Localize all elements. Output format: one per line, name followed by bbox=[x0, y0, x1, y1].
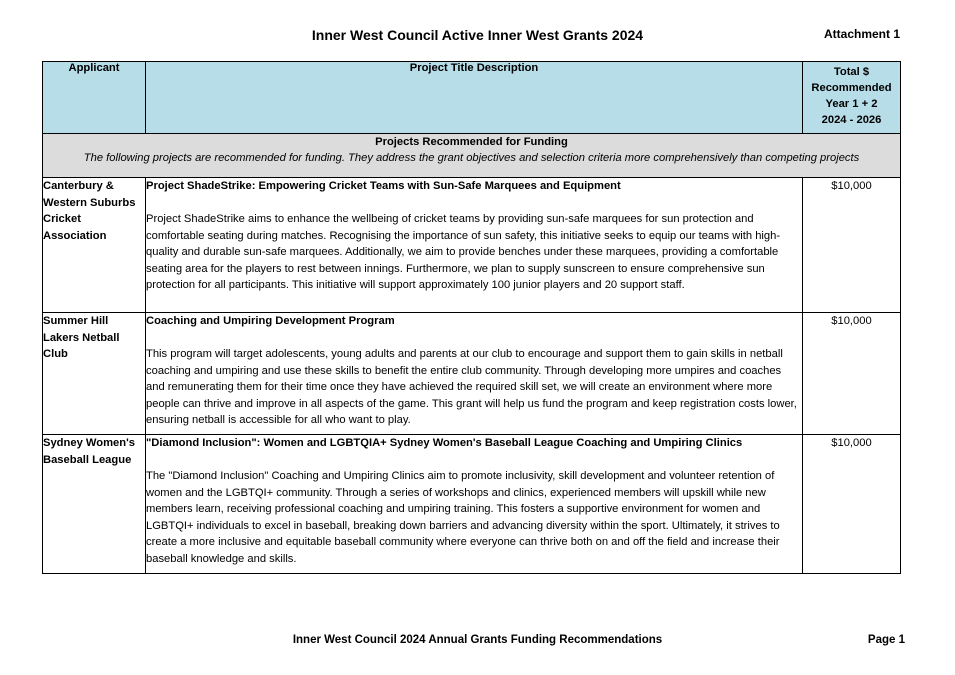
section-title: Projects Recommended for Funding bbox=[375, 136, 568, 148]
table-header-row bbox=[43, 62, 901, 134]
project-cell bbox=[146, 435, 803, 574]
project-description: Project ShadeStrike aims to enhance the wellbeing of cricket teams by providing sun-safe marquees for sun protection and comfortable seating during matches. Recognising the importance of sun safety, this initiative seeks to equip our teams with high-quality and durable sun-safe marquees. Additionally, we aim to provide benches under these marquees, providing a comfortable seating area for the players to rest between innings. Furthermore, we plan to supply sunscreen to ensure comprehensive sun protection for all participants. This initiative will support approximately 100 junior players and 20 support staff. bbox=[146, 213, 781, 291]
total-header-line: Recommended bbox=[811, 82, 892, 94]
table-row bbox=[43, 178, 901, 313]
project-title: "Diamond Inclusion": Women and LGBTQIA+ Sydney Women's Baseball League Coaching and Umpiring Clinics bbox=[146, 437, 743, 449]
grants-table bbox=[42, 61, 901, 574]
project-title: Coaching and Umpiring Development Program bbox=[146, 315, 395, 327]
section-cell bbox=[43, 134, 901, 178]
table-row bbox=[43, 313, 901, 435]
attachment-label: Attachment 1 bbox=[823, 27, 900, 41]
project-cell bbox=[146, 313, 803, 435]
applicant-cell: Summer Hill Lakers Netball Club bbox=[43, 313, 146, 435]
project-cell bbox=[146, 178, 803, 313]
document-title: Inner West Council Active Inner West Grants 2024 bbox=[311, 27, 644, 43]
footer-title: Inner West Council 2024 Annual Grants Funding Recommendations bbox=[292, 634, 663, 646]
project-description: This program will target adolescents, young adults and parents at our club to encourage and support them to gain skills in netball coaching and umpiring and use these skills to benefit the entire club community. Through developing more umpires and coaches and remunerating them for their time once they have achieved the required skill set, we will create an environment where more people can thrive and improve in all aspects of the game. This grant will help us fund the program and keep registration costs lower, ensuring netball is accessible for all who want to play. bbox=[146, 348, 797, 426]
description-column-header: Project Title Description bbox=[146, 62, 803, 134]
amount-cell: $10,000 bbox=[803, 435, 901, 574]
total-header-line: Year 1 + 2 bbox=[825, 98, 878, 110]
amount-cell: $10,000 bbox=[803, 178, 901, 313]
total-header-line: Total $ bbox=[833, 66, 870, 78]
applicant-column-header: Applicant bbox=[43, 62, 146, 134]
section-description: The following projects are recommended for funding. They address the grant objectives and selection criteria more comprehensively than competing projects bbox=[83, 152, 860, 164]
applicant-cell: Canterbury & Western Suburbs Cricket Association bbox=[43, 178, 146, 313]
total-header-line: 2024 - 2026 bbox=[821, 114, 882, 126]
applicant-cell: Sydney Women's Baseball League bbox=[43, 435, 146, 574]
project-title: Project ShadeStrike: Empowering Cricket Teams with Sun-Safe Marquees and Equipment bbox=[146, 180, 621, 192]
section-row bbox=[43, 134, 901, 178]
amount-cell: $10,000 bbox=[803, 313, 901, 435]
table-row bbox=[43, 435, 901, 574]
project-description: The "Diamond Inclusion" Coaching and Umpiring Clinics aim to promote inclusivity, skill development and volunteer retention of women and the LGBTQI+ community. Through a series of workshops and clinics, experienced members will upskill while new members learn, receiving professional coaching and umpiring training. This fosters a supportive environment for women and LGBTQI+ individuals to excel in baseball, breaking down barriers and advancing diversity within the sport. Ultimately, it strives to create a more inclusive and equitable baseball community where everyone can thrive both on and off the field and increase their baseball knowledge and skills. bbox=[146, 470, 780, 565]
total-column-header bbox=[803, 62, 901, 134]
page-number: Page 1 bbox=[867, 634, 905, 646]
